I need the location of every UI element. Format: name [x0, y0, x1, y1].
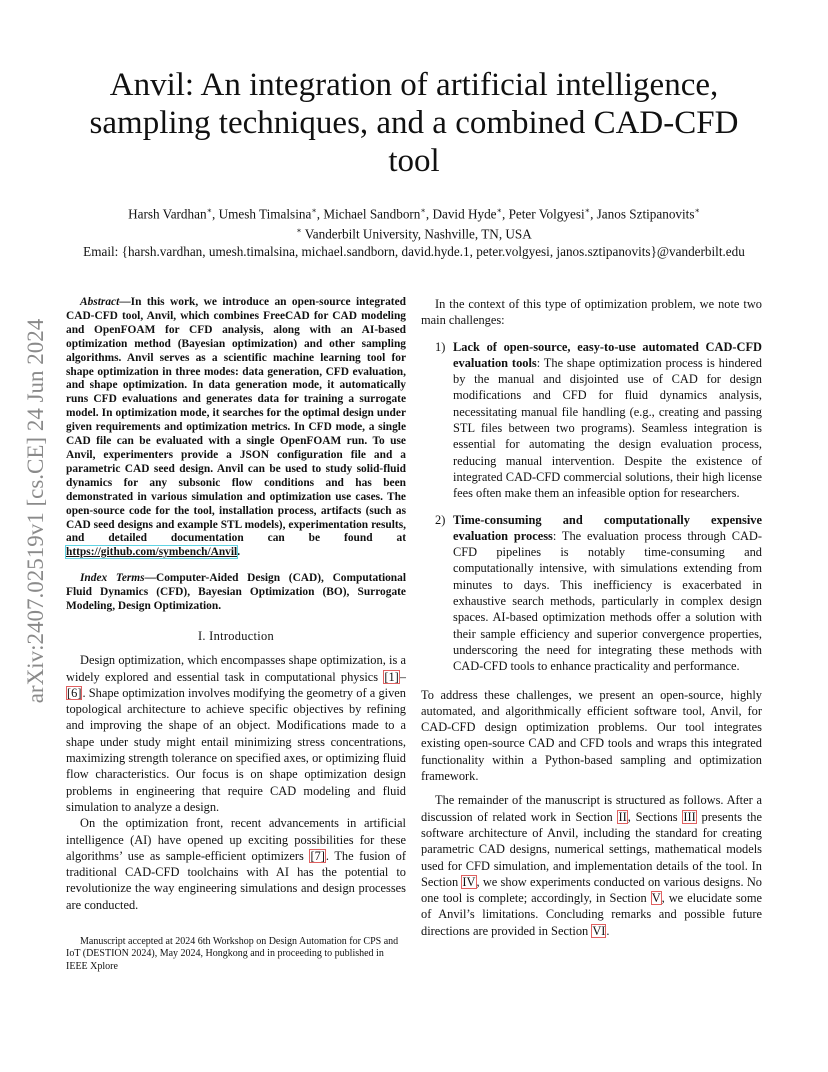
abstract: Abstract—In this work, we introduce an open-source integrated CAD-CFD tool, Anvil, which combines FreeCAD for CAD modeling and OpenFOAM for CFD analysis, along with an AI-based optimization method (Bayesian optimization) and other sampling algorithms. Anvil serves as a scientific machine learning tool for shape optimization in three modes: data generation, CFD evaluation, and shape optimization. In data generation mode, it automatically runs CFD evaluations and generates data for training a surrogate model. In optimization mode, it searches for the optimal design under given requirements and optimization metrics. In CFD mode, a single CAD file can be evaluated with a single OpenFOAM run. To use Anvil, experimenters provide a JSON configuration file and a parametric CAD seed design. Anvil can be used to study solid-fluid dynamics for any subsonic flow conditions and has been demonstrated in various simulation and optimization use cases. The open-source code for the tool, installation process, artifacts (such as CAD seed designs and example STL models), experimentation results, and detailed documentation can be found at https://github.com/symbench/Anvil. [66, 296, 406, 559]
author-list: Harsh Vardhan∗, Umesh Timalsina∗, Michael Sandborn∗, David Hyde∗, Peter Volgyesi∗, Janos Sztipanovits∗ [128, 206, 700, 222]
author-name: Umesh Timalsina [218, 206, 312, 222]
left-column [66, 296, 406, 913]
index-terms: Index Terms—Computer-Aided Design (CAD), Computational Fluid Dynamics (CFD), Bayesian Optimization (BO), Surrogate Modeling, Design Optimization. [66, 572, 406, 613]
intro-paragraph-1: Design optimization, which encompasses shape optimization, is a widely explored and essential task in computational physics [1]–[6]. Shape optimization involves modifying the geometry of a given topological architecture to achieve specific objectives by refining and improving the shape of an object. Modifications made to a shape under study might entail minimizing stress concentrations, maximizing strength tolerance on specified axes, or optimizing fluid flow characteristics. Our focus is on shape optimization design problems in engineering that require CAD modeling and fluid simulation to analyze a design. [66, 653, 406, 814]
list-item: 2) Time-consuming and computationally expensive evaluation process: The evaluation process through CAD-CFD pipelines is notably time-consuming and computationally intensive, with simulations extending from minutes to days. This inefficiency is exacerbated in exhaustive search methods, particularly in complex design spaces. AI-based optimization methods offer a solution with their sample efficiency and superior convergence properties, underscoring the need for integrating these methods with CAD-CFD tools to enhance practicality and performance. [435, 512, 762, 674]
github-link[interactable]: https://github.com/symbench/Anvil [66, 546, 238, 559]
author-name: Peter Volgyesi [508, 206, 585, 222]
section-link[interactable]: VI [592, 923, 606, 938]
footnote: Manuscript accepted at 2024 6th Workshop on Design Automation for CPS and IoT (DESTION 2024), May 2024, Hongkong and in proceeding to published in IEEE Xplore [66, 936, 399, 972]
affiliation: ∗ Vanderbilt University, Nashville, TN, USA [296, 226, 532, 242]
section-link[interactable]: III [683, 809, 696, 824]
email-line: Email: {harsh.vardhan, umesh.timalsina, michael.sandborn, david.hyde.1, peter.volgyesi, janos.sztipanovits}@vanderbilt.edu [83, 243, 745, 259]
section-link[interactable]: IV [462, 874, 476, 889]
right-paragraph-2: To address these challenges, we present an open-source, highly automated, and algorithmically efficient software tool, Anvil, for CAD-CFD design optimization problems. Our tool integrates existing open-source CAD and CFD tools and wraps this integrated functionality within a Python-based sampling and optimization framework. [421, 687, 762, 784]
author-name: David Hyde [432, 206, 497, 222]
author-name: Harsh Vardhan [128, 206, 207, 222]
list-item: 1) Lack of open-source, easy-to-use automated CAD-CFD evaluation tools: The shape optimization process is hindered by the manual and disjointed use of CAD for design modifications and CFD for fluid dynamics analysis, necessitating manual file handling (e.g., creating and passing STL files between two programs). Seamless integration is essential for automating the design evaluation process, reducing manual intervention. Despite the existence of integrated CAD-CFD commercial solutions, their high license fees often make them an infeasible option for researchers. [435, 339, 762, 501]
section-link[interactable]: V [651, 891, 661, 906]
author-name: Michael Sandborn [323, 206, 421, 222]
section-heading-introduction: I. Introduction [197, 628, 275, 643]
paper-title: Anvil: An integration of artificial intelligence, sampling techniques, and a combined CAD-CFD tool [89, 67, 739, 179]
citation-link[interactable]: [6] [67, 685, 82, 700]
arxiv-identifier: arXiv:2407.02519v1 [cs.CE] 24 Jun 2024 [23, 318, 48, 704]
challenges-list [421, 339, 762, 675]
citation-link[interactable]: [7] [310, 848, 325, 863]
author-name: Janos Sztipanovits [596, 206, 695, 222]
section-link[interactable]: II [618, 809, 627, 824]
right-column [421, 296, 762, 939]
author-block [60, 202, 768, 260]
citation-link[interactable]: [1] [384, 669, 399, 684]
right-paragraph-3: The remainder of the manuscript is structured as follows. After a discussion of related work in Section II, Sections III presents the software architecture of Anvil, including the standard for creating parametric CAD designs, numerical settings, mathematical models used for CFD simulation, and implementation details of the tool. In Section IV, we show experiments conducted on various designs. No one tool is complete; accordingly, in Section V, we elucidate some of Anvil’s limitations. Concluding remarks and possible future directions are provided in Section VI. [421, 793, 763, 938]
intro-paragraph-2: On the optimization front, recent advancements in artificial intelligence (AI) have opened up exciting possibilities for these algorithms’ use as sample-efficient optimizers [7]. The fusion of traditional CAD-CFD toolchains with AI has the potential to revolutionize the way engineering simulations and design processes are conducted. [66, 816, 407, 912]
arxiv-sidebar [14, 289, 58, 733]
challenges-intro: In the context of this type of optimization problem, we note two main challenges: [421, 297, 762, 328]
